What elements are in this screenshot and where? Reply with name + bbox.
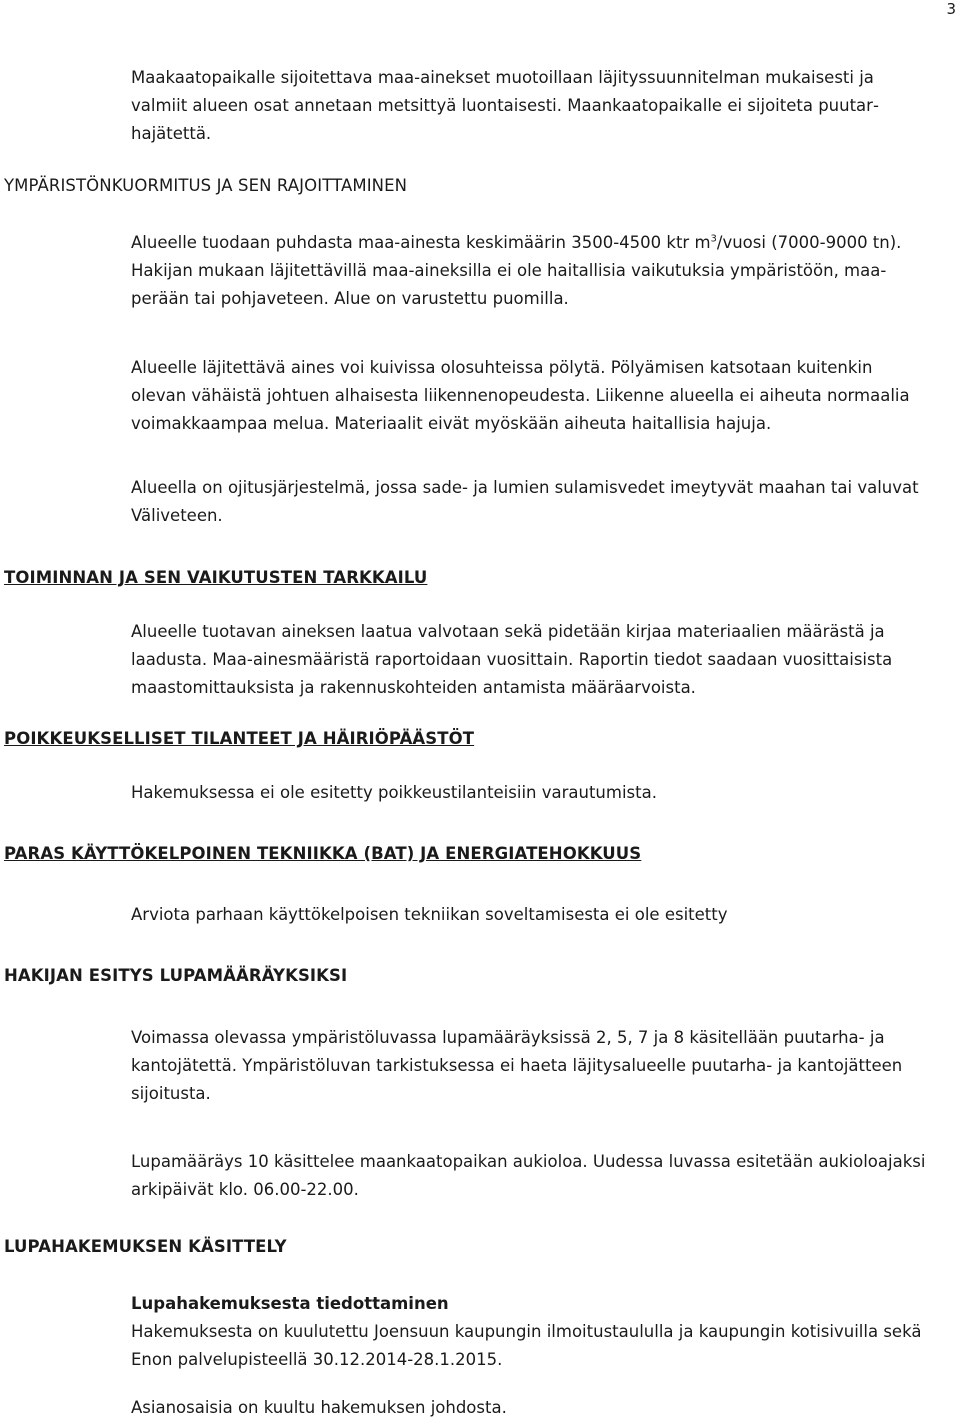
environment-paragraph-2: Alueelle läjitettävä aines voi kuivissa olosuhteissa pölytä. Pölyämisen katsotaan kuitenkin olevan vähäistä johtuen alhaisesta liikennenopeudesta. Liikenne alueella ei aiheuta normaalia voimakkaampaa melua. Materiaalit eivät myöskään aiheuta haitallisia hajuja. xyxy=(131,358,910,433)
environment-paragraph-3: Alueella on ojitusjärjestelmä, jossa sade- ja lumien sulamisvedet imeytyvät maahan tai valuvat Väliveteen. xyxy=(131,478,919,525)
heading-monitoring: TOIMINNAN JA SEN VAIKUTUSTEN TARKKAILU xyxy=(4,568,428,587)
heading-bat: PARAS KÄYTTÖKELPOINEN TEKNIIKKA (BAT) JA ENERGIATEHOKKUUS xyxy=(4,844,642,863)
heading-exceptional-situations: POIKKEUKSELLISET TILANTEET JA HÄIRIÖPÄÄSTÖT xyxy=(4,729,475,748)
page-number: 3 xyxy=(946,0,956,18)
heading-permit-proposal: HAKIJAN ESITYS LUPAMÄÄRÄYKSIKSI xyxy=(4,966,348,985)
environment-p1-superscript: 3 xyxy=(710,233,717,245)
environment-p1-text-a: Alueelle tuodaan puhdasta maa-ainesta keskimäärin 3500-4500 ktr m xyxy=(131,233,711,252)
exceptional-paragraph: Hakemuksessa ei ole esitetty poikkeustilanteisiin varautumista. xyxy=(131,783,657,802)
processing-paragraph-2: Asianosaisia on kuultu hakemuksen johdosta. xyxy=(131,1398,507,1417)
proposal-paragraph-1: Voimassa olevassa ympäristöluvassa lupamääräyksissä 2, 5, 7 ja 8 käsitellään puutarha- ja kantojätettä. Ympäristöluvan tarkistuksessa ei haeta läjitysalueelle puutarha- ja kantojätteen sijoitusta. xyxy=(131,1028,903,1103)
bat-paragraph: Arviota parhaan käyttökelpoisen tekniikan soveltamisesta ei ole esitetty xyxy=(131,905,728,924)
proposal-paragraph-2: Lupamääräys 10 käsittelee maankaatopaikan aukioloa. Uudessa luvassa esitetään aukioloajaksi arkipäivät klo. 06.00-22.00. xyxy=(131,1152,926,1199)
heading-application-processing: LUPAHAKEMUKSEN KÄSITTELY xyxy=(4,1237,287,1256)
environment-paragraph-1 xyxy=(131,229,931,313)
processing-paragraph-1 xyxy=(131,1290,931,1374)
processing-p1-text: Hakemuksesta on kuulutettu Joensuun kaupungin ilmoitustaululla ja kaupungin kotisivuilla sekä Enon palvelupisteellä 30.12.2014-28.1.2015. xyxy=(131,1322,922,1369)
environment-p1-text-b: /vuosi (7000-9000 tn). Hakijan mukaan läjitettävillä maa-aineksilla ei ole haitallisia vaikutuksia ympäristöön, maaperään tai pohjaveteen. Alue on varustettu puomilla. xyxy=(131,233,902,308)
heading-environmental-load: YMPÄRISTÖNKUORMITUS JA SEN RAJOITTAMINEN xyxy=(4,176,408,195)
intro-paragraph: Maakaatopaikalle sijoitettava maa-ainekset muotoillaan läjityssuunnitelman mukaisesti ja valmiit alueen osat annetaan metsittyä luontaisesti. Maankaatopaikalle ei sijoiteta puutarhajätettä. xyxy=(131,68,879,143)
monitoring-paragraph: Alueelle tuotavan aineksen laatua valvotaan sekä pidetään kirjaa materiaalien määrästä ja laadusta. Maa-ainesmääristä raportoidaan vuosittain. Raportin tiedot saadaan vuosittaisista maastomittauksista ja rakennuskohteiden antamista määräarvoista. xyxy=(131,622,893,697)
processing-subheading: Lupahakemuksesta tiedottaminen xyxy=(131,1294,449,1313)
